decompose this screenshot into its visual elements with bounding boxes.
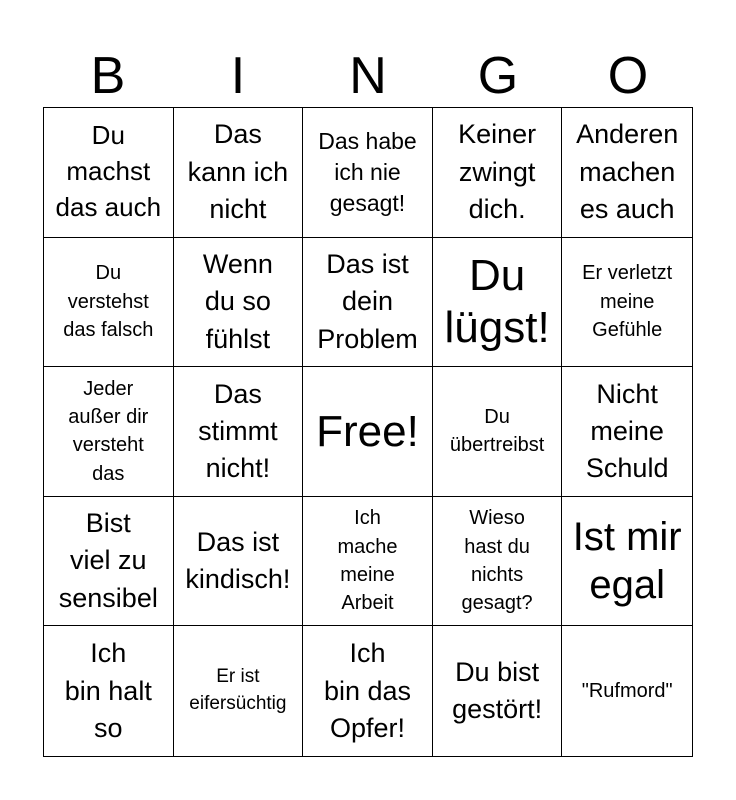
- bingo-cell[interactable]: Du übertreibst: [433, 367, 563, 497]
- bingo-cell[interactable]: Du lügst!: [433, 238, 563, 368]
- bingo-cell[interactable]: Das habe ich nie gesagt!: [303, 108, 433, 238]
- bingo-cell[interactable]: Keiner zwingt dich.: [433, 108, 563, 238]
- bingo-cell[interactable]: Nicht meine Schuld: [562, 367, 692, 497]
- header-letter-o: O: [607, 47, 649, 105]
- free-space-cell[interactable]: Free!: [303, 367, 433, 497]
- bingo-cell[interactable]: "Rufmord": [581, 680, 673, 702]
- bingo-cell[interactable]: Ich bin halt so: [44, 626, 174, 756]
- bingo-cell[interactable]: Ist mir egal: [562, 497, 692, 627]
- bingo-cell[interactable]: Das ist dein Problem: [303, 238, 433, 368]
- header-letter-g: G: [477, 47, 519, 105]
- header-letter-i: I: [230, 47, 246, 105]
- header-letter-b: B: [90, 47, 126, 105]
- bingo-cell[interactable]: Du machst das auch: [44, 108, 174, 238]
- bingo-cell[interactable]: Ich mache meine Arbeit: [303, 497, 433, 627]
- bingo-cell[interactable]: Du bist gestört!: [433, 626, 563, 756]
- bingo-cell[interactable]: Wenn du so fühlst: [174, 238, 304, 368]
- bingo-cell[interactable]: Das stimmt nicht!: [174, 367, 304, 497]
- bingo-cell[interactable]: Ich bin das Opfer!: [303, 626, 433, 756]
- bingo-cell[interactable]: Du verstehst das falsch: [44, 238, 174, 368]
- bingo-cell[interactable]: Das kann ich nicht: [174, 108, 304, 238]
- bingo-cell[interactable]: Bist viel zu sensibel: [44, 497, 174, 627]
- bingo-header: [43, 40, 693, 108]
- bingo-cell[interactable]: Jeder außer dir versteht das: [44, 367, 174, 497]
- header-letter-n: N: [349, 47, 387, 105]
- bingo-cell[interactable]: Das ist kindisch!: [174, 497, 304, 627]
- bingo-cell[interactable]: Anderen machen es auch: [562, 108, 692, 238]
- bingo-cell[interactable]: Er verletzt meine Gefühle: [562, 238, 692, 368]
- bingo-cell[interactable]: Wieso hast du nichts gesagt?: [433, 497, 563, 627]
- bingo-card-grid: [43, 107, 693, 757]
- bingo-cell[interactable]: Er ist eifersüchtig: [174, 626, 304, 756]
